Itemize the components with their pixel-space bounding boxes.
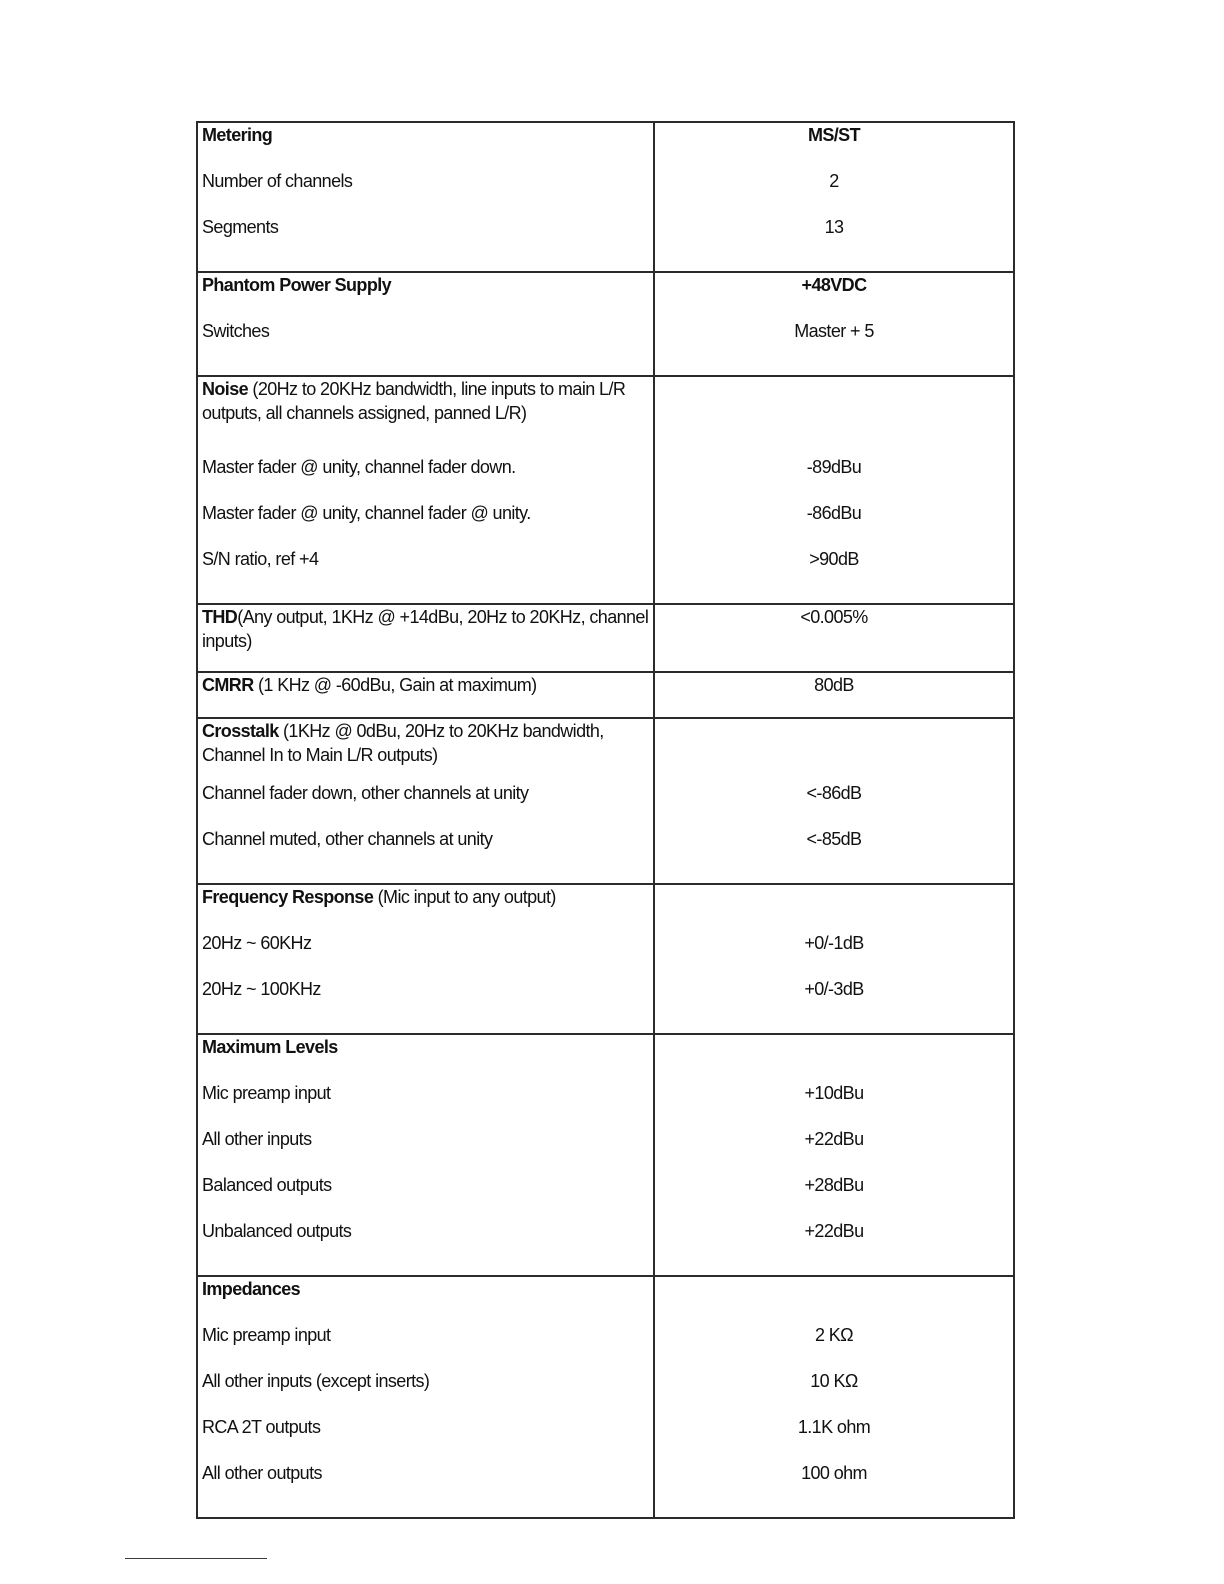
spec-value: 100 ohm xyxy=(801,1463,867,1483)
section-description: (20Hz to 20KHz bandwidth, line inputs to main L/R outputs, all channels assigned, panned L/R) xyxy=(202,379,626,423)
spec-label: Number of channels xyxy=(202,171,353,191)
section-impedances xyxy=(198,1275,1013,1517)
section-description: (Mic input to any output) xyxy=(373,887,556,907)
spec-label: Balanced outputs xyxy=(202,1175,332,1195)
section-thd xyxy=(198,603,1013,671)
spec-label: 20Hz ~ 60KHz xyxy=(202,933,312,953)
section-maximum-levels xyxy=(198,1033,1013,1275)
spacer xyxy=(655,719,1013,781)
spec-value: 13 xyxy=(824,217,844,237)
section-title: Crosstalk xyxy=(202,721,279,741)
spec-value: 2 KΩ xyxy=(814,1325,854,1345)
spec-value: +0/-1dB xyxy=(804,933,864,953)
spec-value: -86dBu xyxy=(806,503,862,523)
section-values xyxy=(655,1277,1013,1517)
section-labels xyxy=(198,273,655,375)
spec-label: Channel muted, other channels at unity xyxy=(202,829,493,849)
spec-value: <-86dB xyxy=(806,783,862,803)
spec-value: +10dBu xyxy=(804,1083,864,1103)
spec-value: >90dB xyxy=(809,549,859,569)
section-value: +48VDC xyxy=(801,275,867,295)
spec-value: 2 xyxy=(829,171,839,191)
section-description: (1KHz @ 0dBu, 20Hz to 20KHz bandwidth, Channel In to Main L/R outputs) xyxy=(202,721,604,765)
spacer xyxy=(655,1035,1013,1081)
spec-label: Segments xyxy=(202,217,279,237)
section-value: 80dB xyxy=(814,675,854,695)
section-title: Impedances xyxy=(202,1279,301,1299)
spec-label: Switches xyxy=(202,321,270,341)
spec-label: RCA 2T outputs xyxy=(202,1417,321,1437)
section-values xyxy=(655,605,1013,671)
spec-label: All other inputs (except inserts) xyxy=(202,1371,430,1391)
section-values xyxy=(655,719,1013,883)
section-noise xyxy=(198,375,1013,603)
spec-value: +0/-3dB xyxy=(804,979,864,999)
spec-label: Master fader @ unity, channel fader @ unity. xyxy=(202,503,531,523)
spec-label: S/N ratio, ref +4 xyxy=(202,549,319,569)
section-labels xyxy=(198,885,655,1033)
section-values xyxy=(655,1035,1013,1275)
spec-label: Mic preamp input xyxy=(202,1325,331,1345)
spec-label: Mic preamp input xyxy=(202,1083,331,1103)
section-labels xyxy=(198,673,655,717)
section-title: THD xyxy=(202,607,238,627)
section-metering xyxy=(198,123,1013,271)
spec-value: <-85dB xyxy=(806,829,862,849)
spec-label: All other inputs xyxy=(202,1129,312,1149)
footnote-divider xyxy=(125,1558,267,1559)
section-heading xyxy=(202,605,649,661)
spec-value: 1.1K ohm xyxy=(797,1417,871,1437)
spec-value: +22dBu xyxy=(804,1221,864,1241)
section-title: Frequency Response xyxy=(202,887,374,907)
section-value: <0.005% xyxy=(800,607,868,627)
section-labels xyxy=(198,605,655,671)
section-title: CMRR xyxy=(202,675,254,695)
spacer xyxy=(655,1277,1013,1323)
section-heading xyxy=(202,885,649,931)
section-frequency-response xyxy=(198,883,1013,1033)
section-heading xyxy=(202,377,649,455)
spec-value: -89dBu xyxy=(806,457,862,477)
spec-value: +22dBu xyxy=(804,1129,864,1149)
spacer xyxy=(655,377,1013,455)
spec-value: 10 KΩ xyxy=(810,1371,858,1391)
spec-value: +28dBu xyxy=(804,1175,864,1195)
section-labels xyxy=(198,377,655,603)
section-heading xyxy=(202,673,649,707)
section-cmrr xyxy=(198,671,1013,717)
section-labels xyxy=(198,719,655,883)
section-description: (1 KHz @ -60dBu, Gain at maximum) xyxy=(253,675,537,695)
section-labels xyxy=(198,1035,655,1275)
spec-label: Unbalanced outputs xyxy=(202,1221,352,1241)
spec-table xyxy=(196,121,1015,1519)
section-heading xyxy=(202,719,649,781)
section-labels xyxy=(198,123,655,271)
section-values xyxy=(655,377,1013,603)
section-phantom-power xyxy=(198,271,1013,375)
section-value: MS/ST xyxy=(807,125,860,145)
section-description: (Any output, 1KHz @ +14dBu, 20Hz to 20KHz, channel inputs) xyxy=(202,607,649,651)
spacer xyxy=(655,885,1013,931)
spec-label: Channel fader down, other channels at unity xyxy=(202,783,529,803)
section-title: Metering xyxy=(202,125,273,145)
section-crosstalk xyxy=(198,717,1013,883)
spec-label: All other outputs xyxy=(202,1463,322,1483)
section-values xyxy=(655,885,1013,1033)
section-values xyxy=(655,673,1013,717)
section-labels xyxy=(198,1277,655,1517)
section-title: Phantom Power Supply xyxy=(202,275,392,295)
section-values xyxy=(655,273,1013,375)
section-title: Noise xyxy=(202,379,249,399)
spec-label: 20Hz ~ 100KHz xyxy=(202,979,321,999)
spec-label: Master fader @ unity, channel fader down. xyxy=(202,457,516,477)
spec-value: Master + 5 xyxy=(794,321,874,341)
section-values xyxy=(655,123,1013,271)
section-title: Maximum Levels xyxy=(202,1037,338,1057)
